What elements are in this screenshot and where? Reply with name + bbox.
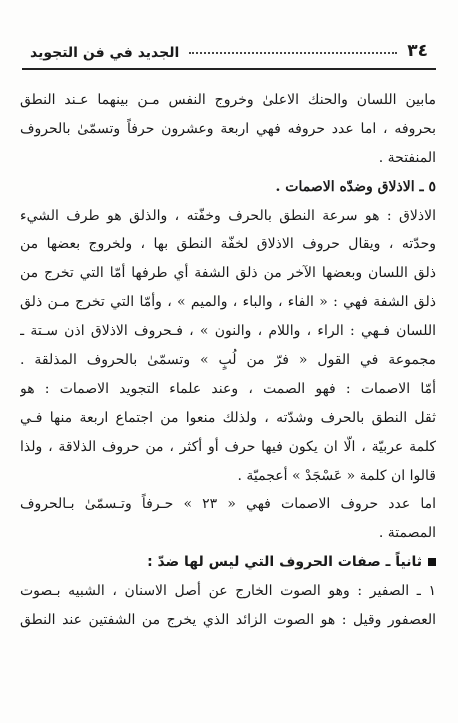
page-number: ٣٤ (407, 41, 428, 61)
text-line: الاذلاق : هو سرعة النطق بالحرف وخفّته ، والذلق هو طرف الشيء (20, 207, 436, 224)
text-line: ذلق الشفة فهي : « الفاء ، والباء ، والميم » ، وأمّا التي تخرج مـن ذلق (20, 294, 436, 311)
text-line: أمّا الاصمات : فهو الصمت ، وعند علماء التجويد الاصمات : هو (20, 380, 436, 397)
text-line: اللسان فـهي : الراء ، واللام ، والنون » ، فـحروف الاذلاق اذن سـتة ـ (20, 323, 436, 340)
text-line: قالوا ان كلمة « عَسْجَدْ » أعجميّة . (237, 467, 436, 484)
text-line: كلمة عربيّة ، الّا ان يكون فيها حرف أو أكثر ، من حروف الذلاقة ، ولذا (20, 438, 436, 455)
page-body (20, 86, 436, 635)
text-line: ثقل النطق بالحرف وشدّته ، ولذلك منعوا من اجتماع اربعة منها فـي (20, 409, 436, 426)
header-rule (22, 68, 436, 70)
text-line: وحدّته ، ويقال حروف الاذلاق لخفّة النطق بها ، ولخروج بعضها من (20, 236, 436, 253)
page-header (30, 28, 428, 60)
text-line: المنفتحة . (378, 149, 436, 166)
square-bullet-icon (428, 558, 436, 566)
section-heading-second (20, 548, 436, 577)
text-line: مجموعة في القول « فرّ من لُبٍ » وتسمّىٰ بالحروف المذلقة . (20, 352, 436, 369)
text-line: مابين اللسان والحنك الاعلىٰ وخروج النفس مـن بينهما عـند النطق (20, 92, 436, 108)
text-line: ١ ـ الصفير : وهو الصوت الخارج عن أصل الاسنان ، الشبيه بـصوت (20, 583, 436, 600)
text-line: ذلق اللسان وبعضها الآخر من ذلق الشفة أي طرفها أمّا التي تخرج من (20, 265, 436, 282)
header-dotted-leader (189, 52, 397, 54)
section-heading-idhlaq: ٥ ـ الاذلاق وضدّه الاصمات . (275, 178, 436, 195)
section-heading-text: ثانياً ـ صفات الحروف التي ليس لها ضدّ : (147, 554, 422, 571)
text-line: اما عدد حروف الاصمات فهي « ٢٣ » حـرفاً وتـسمّىٰ بـالحروف (20, 496, 436, 513)
text-line: بحروفه ، اما عدد حروفه فهي اربعة وعشرون حرفاً وتسمّىٰ بالحروف (20, 120, 436, 137)
book-title: الجديد في فن التجويد (30, 45, 180, 61)
text-line: المصمتة . (378, 525, 436, 542)
text-line: العصفور وقيل : هو الصوت الزائد الذي يخرج من الشفتين عند النطق (20, 612, 436, 629)
